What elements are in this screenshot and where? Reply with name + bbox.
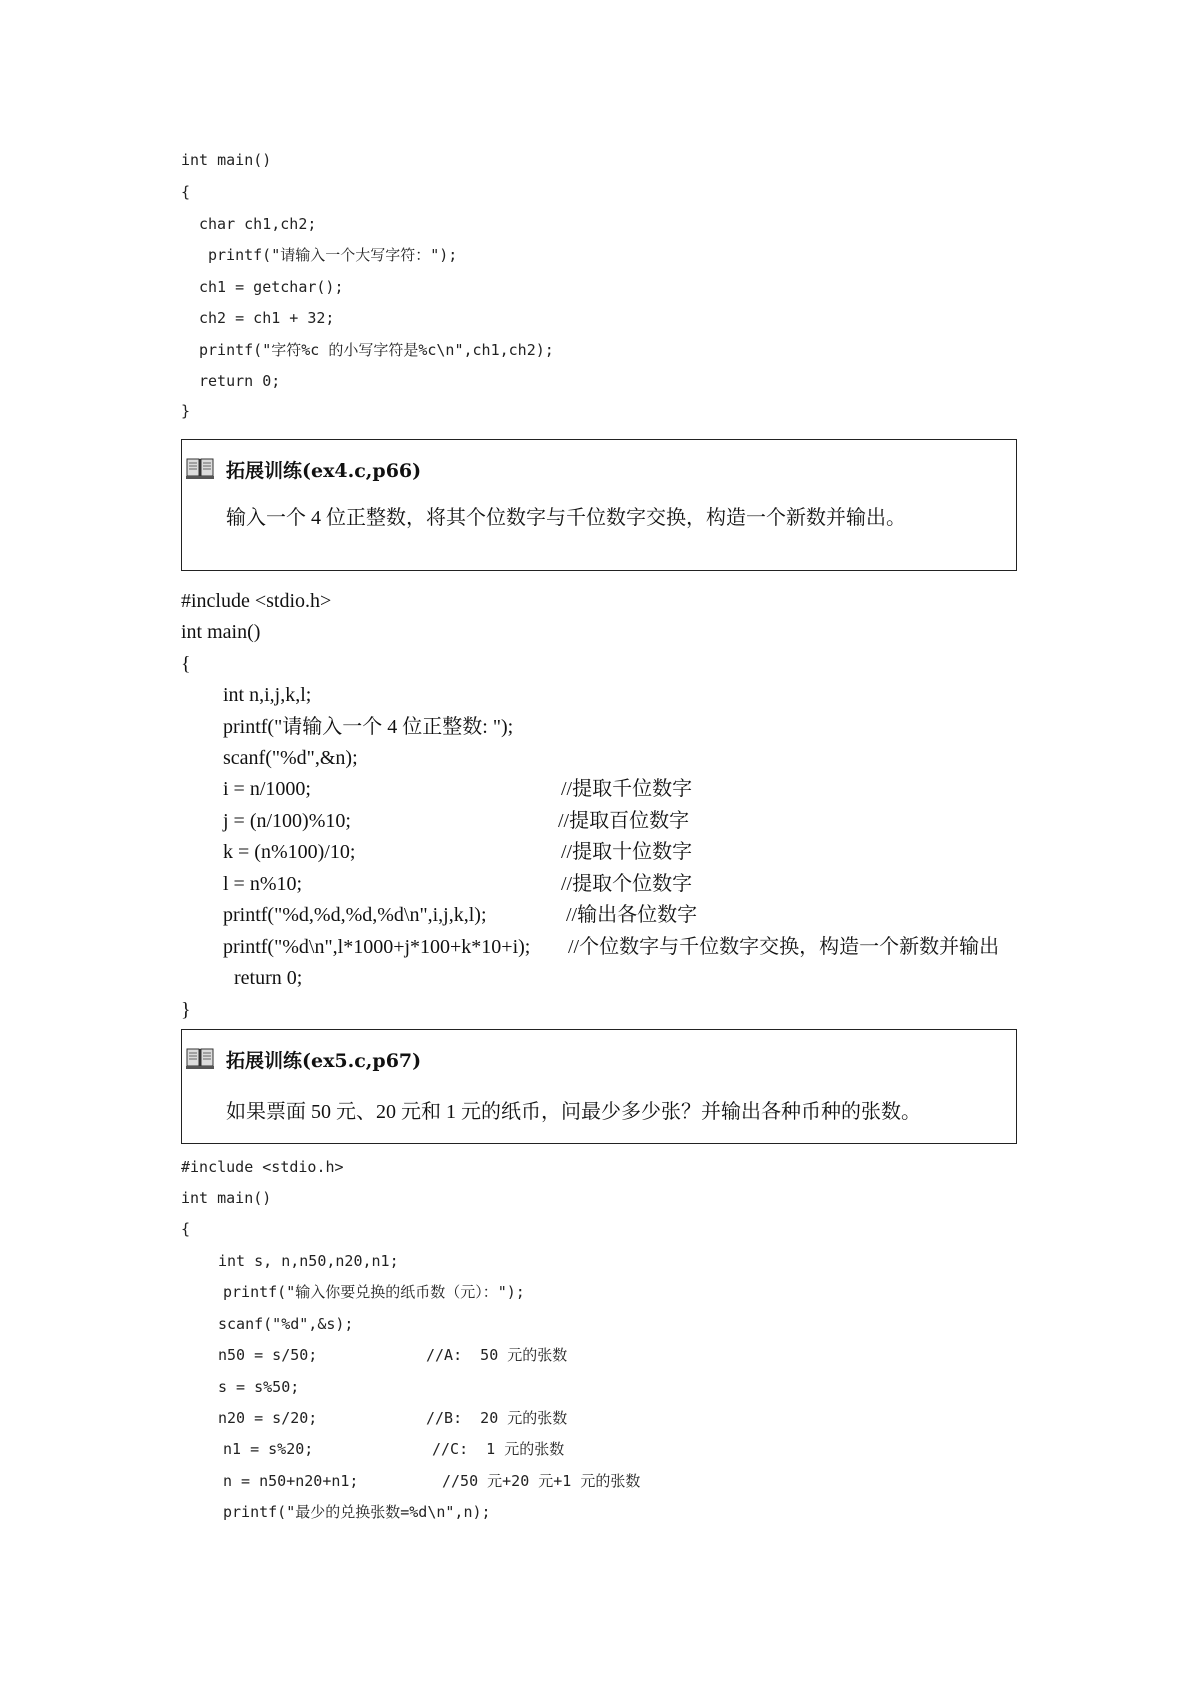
code-line: n50 = s/50; [218,1346,318,1364]
code-line: printf("%d\n",l*1000+j*100+k*10+i); [223,936,531,958]
book-icon [186,1046,214,1070]
code-line: printf("输入你要兑换的纸币数（元）："); [223,1283,525,1301]
code-line: } [181,999,191,1021]
code-line: } [181,402,191,420]
code-comment: //提取十位数字 [561,841,693,863]
code-line: return 0; [199,372,281,390]
code-comment: //50 元+20 元+1 元的张数 [442,1472,641,1490]
code-line: char ch1,ch2; [199,215,317,233]
code-line: { [181,653,191,675]
code-line: s = s%50; [218,1378,300,1396]
code-line: k = (n%100)/10; [223,841,356,863]
exercise-box-2 [181,1029,1017,1144]
code-line: ch1 = getchar(); [199,278,344,296]
code-line: printf("请输入一个大写字符："); [208,246,458,264]
exercise-title: 拓展训练(ex4.c,p66) [226,460,422,482]
code-comment: //提取千位数字 [561,778,693,800]
code-line: int main() [181,621,261,643]
code-line: scanf("%d",&s); [218,1315,354,1333]
exercise-description: 输入一个 4 位正整数，将其个位数字与千位数字交换，构造一个新数并输出。 [226,507,906,529]
code-line: #include <stdio.h> [181,590,332,612]
code-line: int main() [181,151,272,169]
code-line: int main() [181,1189,272,1207]
code-comment: //A: 50 元的张数 [426,1346,568,1364]
code-line: { [181,183,191,201]
code-line: l = n%10; [223,873,303,895]
code-comment: //个位数字与千位数字交换，构造一个新数并输出 [568,936,1000,958]
exercise-box-1 [181,439,1017,571]
book-icon [186,456,214,480]
code-line: i = n/1000; [223,778,311,800]
code-line: printf("请输入一个 4 位正整数: "); [223,716,514,738]
code-line: printf("最少的兑换张数=%d\n",n); [223,1503,491,1521]
code-comment: //提取百位数字 [558,810,690,832]
code-comment: //提取个位数字 [561,873,693,895]
code-line: { [181,1220,191,1238]
exercise-description: 如果票面 50 元、20 元和 1 元的纸币，问最少多少张？并输出各种币种的张数。 [226,1101,921,1123]
code-comment: //B: 20 元的张数 [426,1409,568,1427]
code-line: n = n50+n20+n1; [223,1472,359,1490]
code-line: n20 = s/20; [218,1409,318,1427]
code-line: return 0; [234,967,303,989]
code-comment: //C: 1 元的张数 [432,1440,565,1458]
code-line: scanf("%d",&n); [223,747,358,769]
code-line: printf("字符%c 的小写字符是%c\n",ch1,ch2); [199,341,554,359]
code-line: ch2 = ch1 + 32; [199,309,335,327]
code-line: printf("%d,%d,%d,%d\n",i,j,k,l); [223,904,487,926]
code-line: int n,i,j,k,l; [223,684,312,706]
exercise-title: 拓展训练(ex5.c,p67) [226,1050,422,1072]
code-comment: //输出各位数字 [566,904,698,926]
code-line: #include <stdio.h> [181,1158,344,1176]
code-line: int s, n,n50,n20,n1; [218,1252,399,1270]
code-line: n1 = s%20; [223,1440,314,1458]
code-line: j = (n/100)%10; [223,810,351,832]
